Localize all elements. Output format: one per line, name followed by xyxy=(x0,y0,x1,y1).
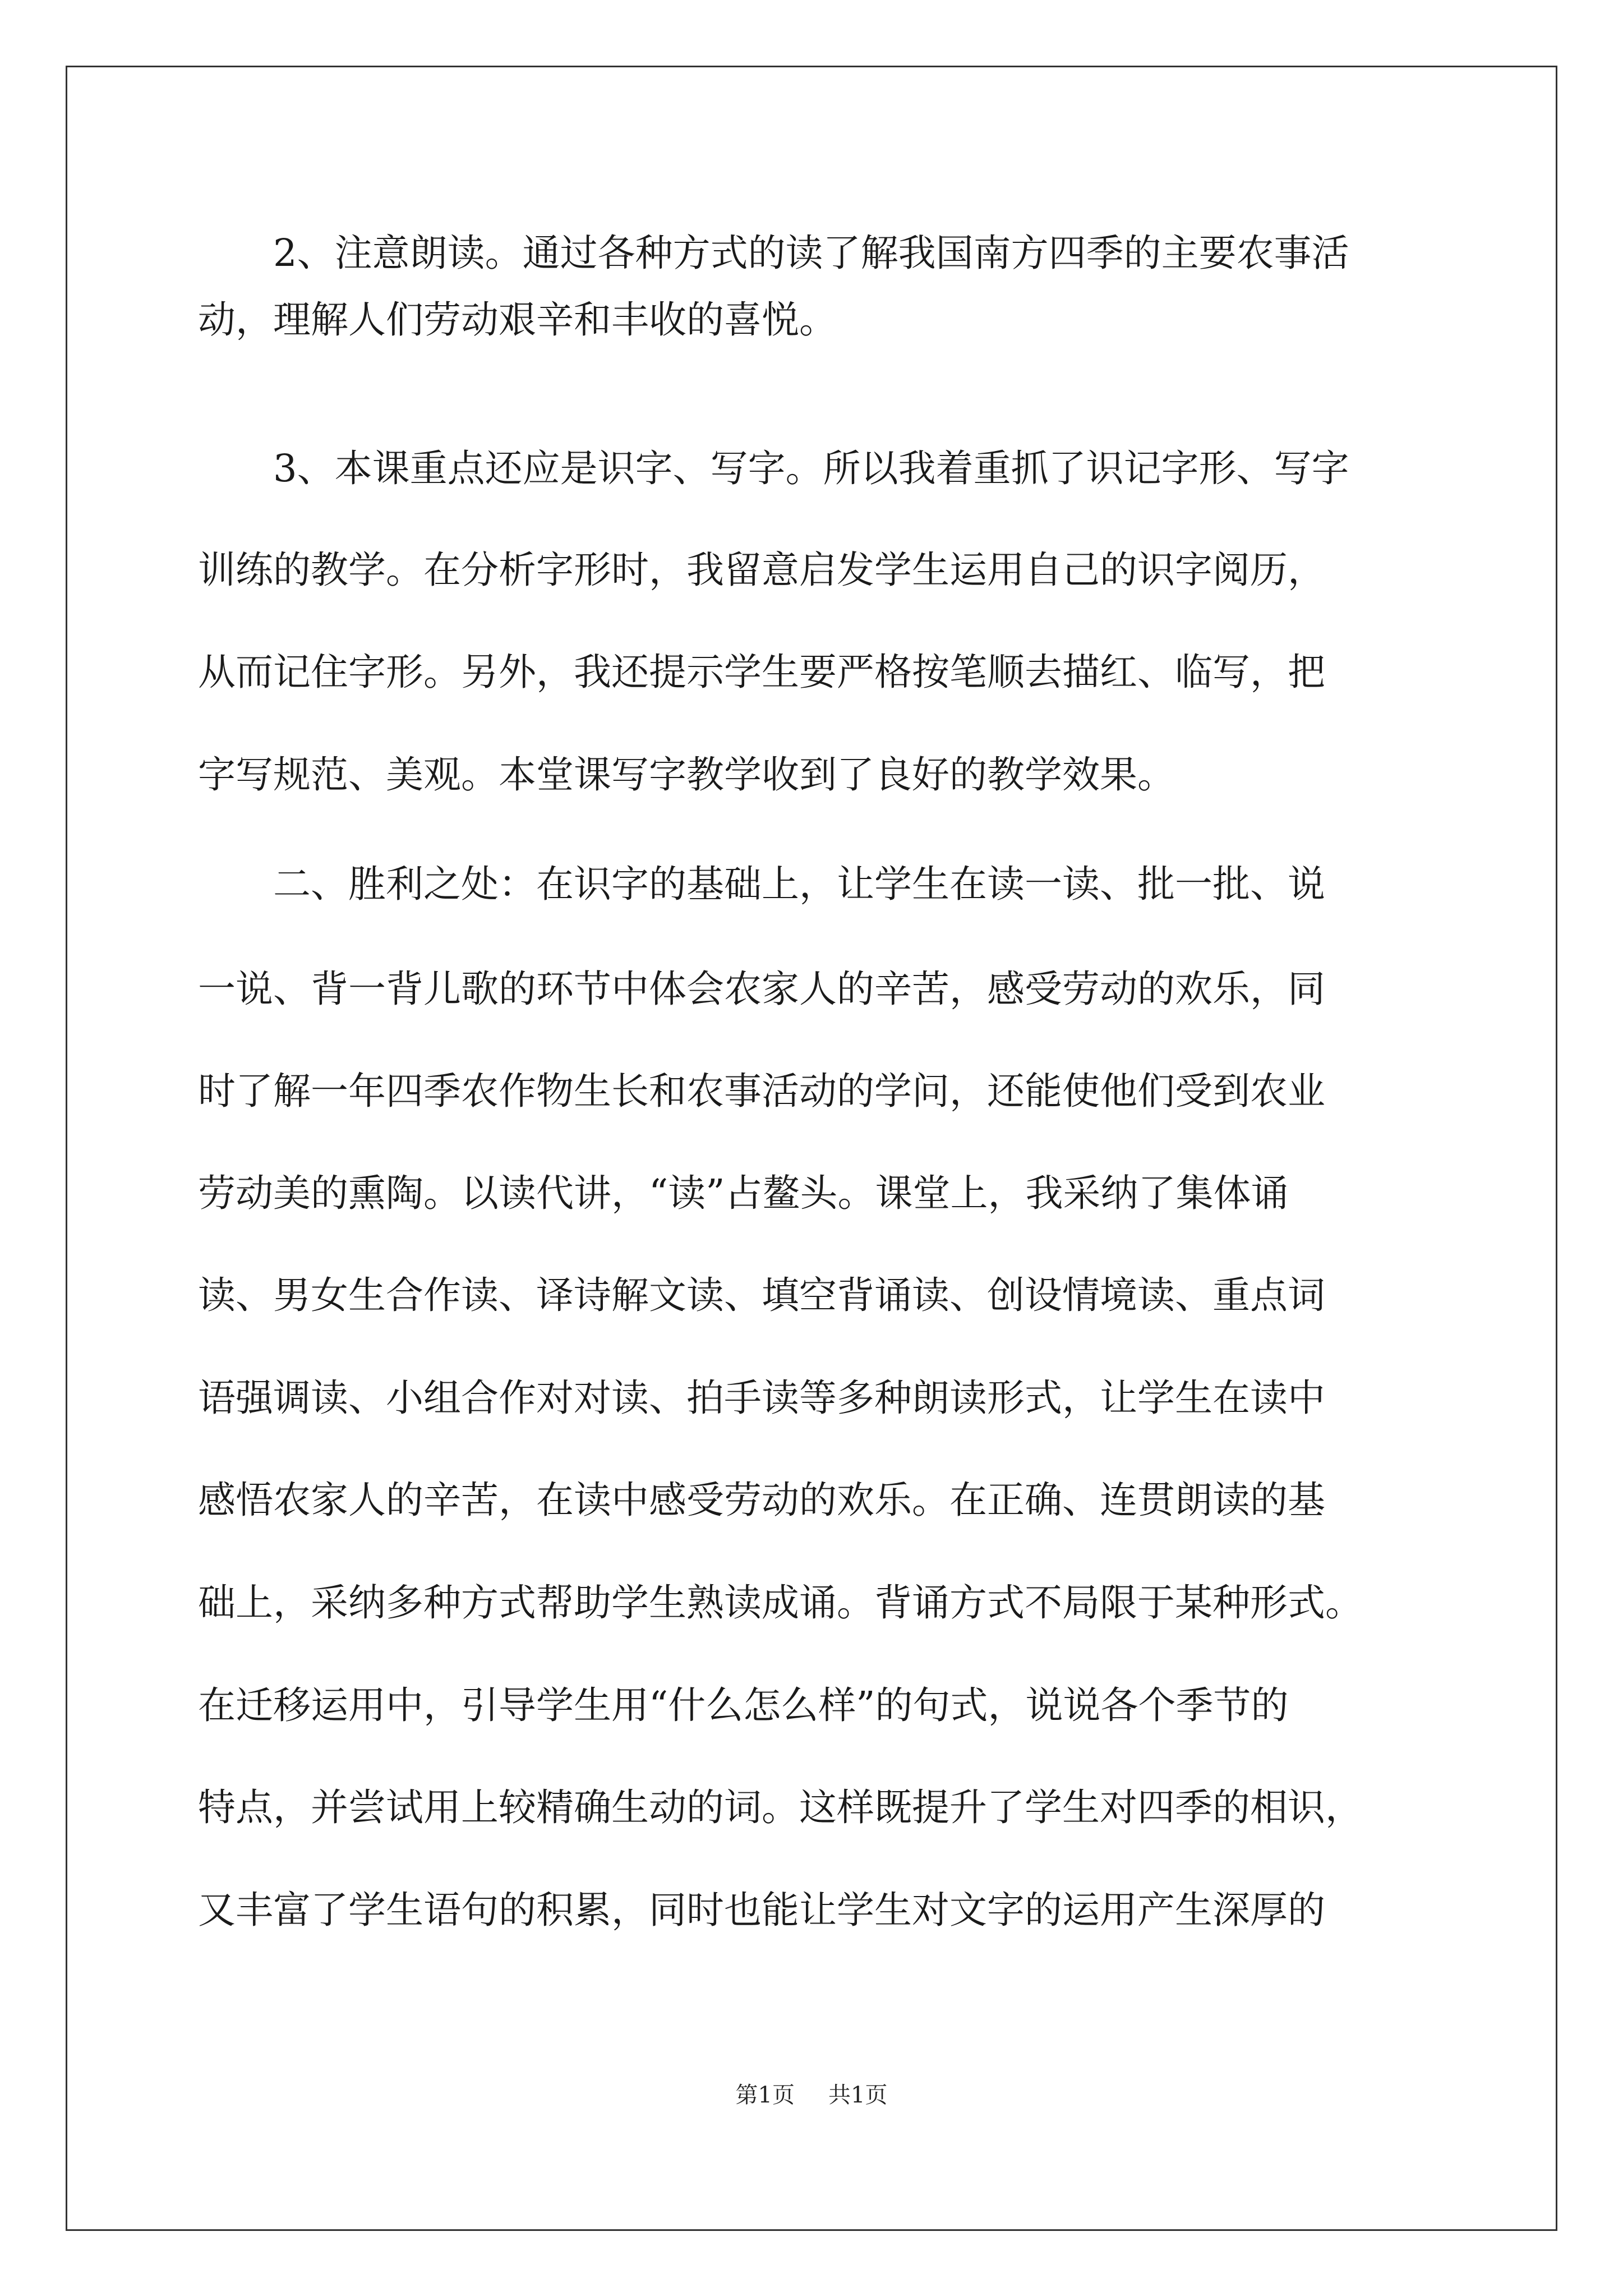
page-footer xyxy=(0,2081,1623,2109)
text-line: 劳动美的熏陶。以读代讲，“读”占鳌头。课堂上，我采纳了集体诵 xyxy=(198,1171,1289,1215)
text-line: 感悟农家人的辛苦，在读中感受劳动的欢乐。在正确、连贯朗读的基 xyxy=(198,1478,1325,1522)
text-line: 语强调读、小组合作对对读、拍手读等多种朗读形式，让学生在读中 xyxy=(198,1376,1325,1420)
text-line: 又丰富了学生语句的积累，同时也能让学生对文字的运用产生深厚的 xyxy=(198,1888,1325,1932)
text-line: 在迁移运用中，引导学生用“什么怎么样”的句式，说说各个季节的 xyxy=(198,1683,1289,1727)
text-line: 二、胜利之处：在识字的基础上，让学生在读一读、批一批、说 xyxy=(198,862,1325,906)
text-line: 础上，采纳多种方式帮助学生熟读成诵。背诵方式不局限于某种形式。 xyxy=(198,1581,1363,1625)
text-line: 3、本课重点还应是识字、写字。所以我着重抓了识记字形、写字 xyxy=(198,447,1349,490)
text-line: 时了解一年四季农作物生长和农事活动的学问，还能使他们受到农业 xyxy=(198,1069,1325,1113)
text-line: 训练的教学。在分析字形时，我留意启发学生运用自己的识字阅历， xyxy=(198,548,1325,592)
text-line: 一说、背一背儿歌的环节中体会农家人的辛苦，感受劳动的欢乐，同 xyxy=(198,967,1325,1011)
text-line: 动，理解人们劳动艰辛和丰收的喜悦。 xyxy=(198,298,837,342)
text-line: 从而记住字形。另外，我还提示学生要严格按笔顺去描红、临写，把 xyxy=(198,650,1325,694)
text-line: 2、注意朗读。通过各种方式的读了解我国南方四季的主要农事活 xyxy=(198,231,1349,275)
text-line: 特点，并尝试用上较精确生动的词。这样既提升了学生对四季的相识， xyxy=(198,1786,1363,1829)
page-number: 第1页 xyxy=(735,2082,795,2108)
page-total: 共1页 xyxy=(828,2082,888,2108)
text-line: 读、男女生合作读、译诗解文读、填空背诵读、创设情境读、重点词 xyxy=(198,1273,1325,1317)
text-line: 字写规范、美观。本堂课写字教学收到了良好的教学效果。 xyxy=(198,753,1175,797)
